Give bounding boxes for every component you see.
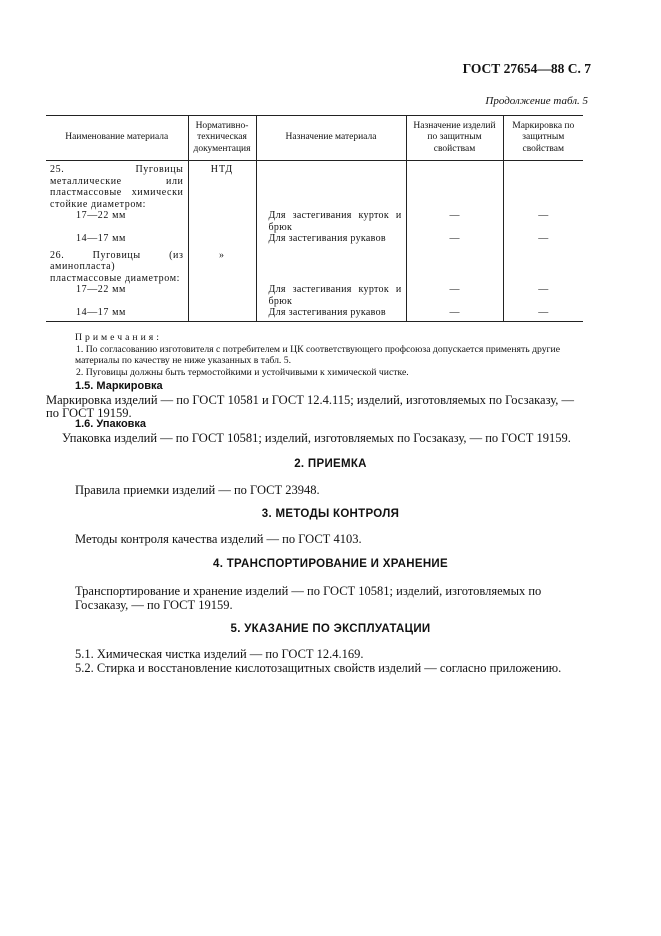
table-notes <box>75 332 585 378</box>
page-header: ГОСТ 27654—88 С. 7 <box>462 61 591 76</box>
cell-material: 25. Пуговицы металлические или пластмассовые химически стойкие диаметром: <box>50 164 184 210</box>
cell-doc <box>188 210 256 233</box>
cell-marking: — <box>503 233 583 250</box>
note-1 <box>75 344 585 367</box>
cell-doc: » <box>188 250 256 285</box>
cell-size: 14—17 мм <box>76 233 126 244</box>
cell-doc <box>188 284 256 307</box>
cell-protective <box>406 250 503 285</box>
section-1-5-heading: 1.5. Маркировка <box>75 380 163 392</box>
cell-protective: — <box>406 233 503 250</box>
section-1-6-heading: 1.6. Упаковка <box>75 418 147 430</box>
cell-doc <box>188 233 256 250</box>
table-row <box>46 250 583 285</box>
cell-use: Для застегивания рукавов <box>256 307 406 321</box>
cell-use: Для застегивания курток и брюк <box>256 284 406 307</box>
note-1-text: 1. По согласованию изготовителя с потребителем и ЦК соответствующего профсоюза допускается применять другие материалы по качеству не ниже указанных в табл. 5. <box>75 343 561 366</box>
section-4-text: Транспортирование и хранение изделий — по ГОСТ 10581; изделий, изготовляемых по Госзаказу, — по ГОСТ 19159. <box>75 584 542 612</box>
cell-size: 14—17 мм <box>76 307 126 318</box>
cell-size: 17—22 мм <box>76 210 126 221</box>
col-header-material: Наименование материала <box>46 116 188 161</box>
table-row <box>46 284 583 307</box>
section-3-text: Методы контроля качества изделий — по ГОСТ 4103. <box>75 532 362 546</box>
cell-protective: — <box>406 307 503 321</box>
cell-protective <box>406 161 503 211</box>
table-row <box>46 307 583 321</box>
section-2-text: Правила приемки изделий — по ГОСТ 23948. <box>75 483 320 497</box>
cell-material: 26. Пуговицы (из аминопласта) пластмассовые диаметром: <box>50 249 184 284</box>
section-2-heading: 2. ПРИЕМКА <box>294 458 367 470</box>
col-header-marking: Маркировка по защитным свойствам <box>503 116 583 161</box>
cell-use: Для застегивания курток и брюк <box>256 210 406 233</box>
section-1-5 <box>46 380 585 421</box>
section-1-5-text: Маркировка изделий — по ГОСТ 10581 и ГОСТ 12.4.115; изделий, изготовляемых по Госзаказу, — по ГОСТ 19159. <box>46 392 574 420</box>
cell-use <box>256 161 406 211</box>
section-3-heading: 3. МЕТОДЫ КОНТРОЛЯ <box>261 508 400 520</box>
cell-marking <box>503 250 583 285</box>
cell-doc <box>188 307 256 321</box>
table-continuation-label: Продолжение табл. 5 <box>485 95 588 107</box>
materials-table <box>46 115 583 322</box>
section-5-text <box>75 648 585 675</box>
col-header-protective-purpose: Назначение изделий по защитным свойствам <box>406 116 503 161</box>
cell-marking: — <box>503 284 583 307</box>
col-header-documentation: Нормативно-техническая документация <box>188 116 256 161</box>
section-1-6-text: Упаковка изделий — по ГОСТ 10581; изделий, изготовляемых по Госзаказу, — по ГОСТ 19159. <box>62 430 571 445</box>
cell-size: 17—22 мм <box>76 284 126 295</box>
cell-protective: — <box>406 210 503 233</box>
table-header-row <box>46 116 583 161</box>
section-5-2: 5.2. Стирка и восстановление кислотозащитных свойств изделий — согласно приложению. <box>75 660 562 675</box>
table-row <box>46 210 583 233</box>
cell-use: Для застегивания рукавов <box>256 233 406 250</box>
cell-marking: — <box>503 210 583 233</box>
notes-title: Примечания: <box>75 332 162 343</box>
note-2: 2. Пуговицы должны быть термостойкими и устойчивыми к химической чистке. <box>76 366 409 378</box>
section-5-heading: 5. УКАЗАНИЕ ПО ЭКСПЛУАТАЦИИ <box>230 623 431 635</box>
section-4-heading: 4. ТРАНСПОРТИРОВАНИЕ И ХРАНЕНИЕ <box>213 558 448 570</box>
cell-doc: НТД <box>188 161 256 211</box>
col-header-purpose: Назначение материала <box>256 116 406 161</box>
section-5-1: 5.1. Химическая чистка изделий — по ГОСТ 12.4.169. <box>75 647 364 661</box>
section-1-6 <box>62 418 585 445</box>
table-row <box>46 161 583 211</box>
cell-marking: — <box>503 307 583 321</box>
table-row <box>46 233 583 250</box>
cell-marking <box>503 161 583 211</box>
cell-use <box>256 250 406 285</box>
cell-protective: — <box>406 284 503 307</box>
